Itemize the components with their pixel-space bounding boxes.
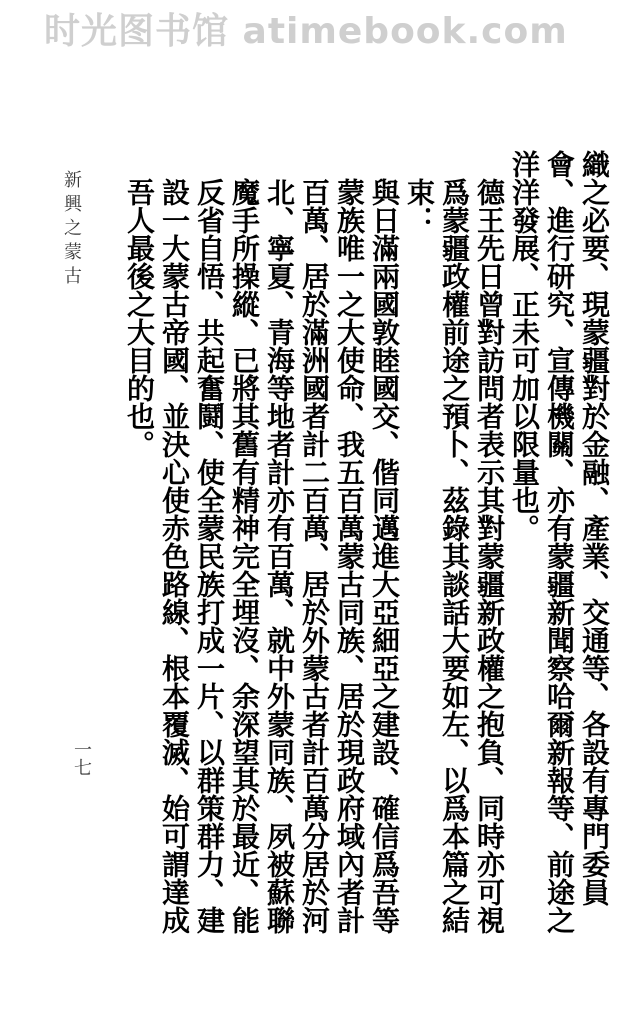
- page-number: 一七: [71, 740, 92, 776]
- paragraph-quote: 與日滿兩國敦睦國交、偕同邁進大亞細亞之建設、確信爲吾等蒙族唯一之大使命、我五百萬蒙古同族、居於現政府域內者計百萬、居於滿洲國者計二百萬、居於外蒙古者計百萬分居於河北、寧夏、青海等地者計亦有百萬、就中外蒙同族、夙被蘇聯魔手所操縱、已將其舊有精神完全埋沒、余深望其於最近、能反省自悟、共起奮鬪、使全蒙民族打成一片、以群策群力、建設一大蒙古帝國、並決心使赤色路線、根本覆滅、始可謂達成吾人最後之大目的也。: [123, 178, 401, 934]
- paragraph-intro: 德王先日曾對訪問者表示其對蒙疆新政權之抱負、同時亦可視爲蒙疆政權前途之預卜、茲錄其談話大要如左、以爲本篇之結束：: [403, 178, 506, 934]
- watermark: 时光图书馆 atimebook.com: [44, 11, 568, 52]
- body-text: [123, 150, 612, 950]
- running-title: 新興之蒙古: [61, 170, 82, 290]
- paragraph-continuation: 織之必要、現蒙疆對於金融、產業、交通等、各設有專門委員會、進行研究、宣傳機關、亦有蒙疆新聞察哈爾新報等、前途之洋洋發展、正未可加以限量也。: [508, 150, 611, 934]
